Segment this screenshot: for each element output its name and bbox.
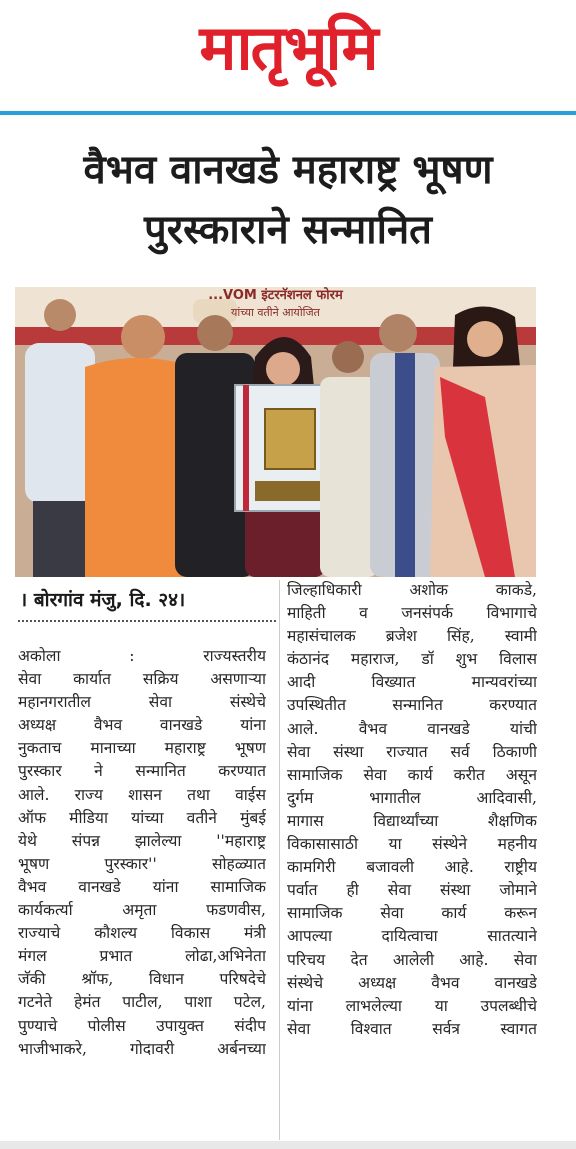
article-line: मंगल प्रभात लोढा,अभिनेता (18, 947, 266, 966)
headline (0, 140, 576, 260)
article-line: आपल्या दायित्वाचा सातत्याने (287, 927, 537, 946)
article-line: परिचय देत आलेली आहे. सेवा (287, 950, 537, 969)
article-line: माहिती व जनसंपर्क विभागाचे (287, 604, 537, 623)
column-divider (279, 580, 280, 1140)
page-bottom-edge (0, 1141, 576, 1149)
article-line: पुण्याचे पोलीस उपायुक्त संदीप (18, 1016, 266, 1035)
article-line: कार्यकर्त्या अमृता फडणवीस, (18, 901, 266, 920)
photo-banner-text: ...VOM इंटरनॅशनल फोरम (208, 288, 343, 303)
article-line: पुरस्कार ने सन्मानित करण्यात (18, 762, 266, 781)
article-line: आले. वैभव वानखडे यांची (287, 719, 537, 738)
article-line: कंठानंद महाराज, डॉ शुभ विलास (287, 650, 537, 669)
article-line: आदी विख्यात मान्यवरांच्या (287, 673, 537, 692)
article-line: ऑफ मीडिया यांच्या वतीने मुंबई (18, 808, 266, 827)
dateline-dotted-rule (18, 620, 276, 622)
article-line: वैभव वानखडे यांना सामाजिक (18, 877, 266, 896)
article-line: जिल्हाधिकारी अशोक काकडे, (287, 581, 537, 599)
article-line: नुकताच मानाच्या महाराष्ट्र भूषण (18, 739, 266, 758)
article-line: पर्वात ही सेवा संस्था जोमाने (287, 881, 537, 900)
article-line: विकासासाठी या संस्थेने महनीय (287, 835, 537, 854)
dateline: । बोरगांव मंजु, दि. २४। (20, 589, 186, 611)
article-line: यांना लाभलेल्या या उपलब्धीचे (287, 996, 537, 1015)
article-line: अध्यक्ष वैभव वानखडे यांना (18, 716, 266, 735)
article-line: दुर्गम भागातील आदिवासी, (287, 788, 537, 807)
article-line: जॅकी श्रॉफ, विधान परिषदेचे (18, 970, 266, 989)
article-line: महासंचालक ब्रजेश सिंह, स्वामी (287, 627, 537, 646)
article-line: सेवा विश्वात सर्वत्र स्वागत (287, 1019, 537, 1038)
article-column-right (287, 579, 537, 1041)
newspaper-logo: मातृभूमि (199, 11, 377, 84)
article-line: मागास विद्यार्थ्यांच्या शैक्षणिक (287, 811, 537, 830)
article-line: कामगिरी बजावली आहे. राष्ट्रीय (287, 858, 537, 877)
masthead (0, 0, 576, 112)
article-line: सामाजिक सेवा कार्य करीत असून (287, 765, 537, 784)
article-line: आले. राज्य शासन तथा वाईस (18, 785, 266, 804)
article-line: महानगरातील सेवा संस्थेचे (18, 693, 266, 712)
article-line: भूषण पुरस्कार'' सोहळ्यात (18, 854, 266, 873)
article-line: अकोला : राज्यस्तरीय (18, 647, 266, 665)
award-ceremony-photo (15, 287, 536, 577)
headline-line-1: वैभव वानखडे महाराष्ट्र भूषण (83, 147, 493, 193)
article-column-left (18, 645, 266, 1061)
photo-banner-subtext: यांच्या वतीने आयोजित (231, 306, 320, 319)
article-line: सेवा कार्यात सक्रिय असणाऱ्या (18, 670, 266, 689)
article-line: सेवा संस्था राज्यात सर्व ठिकाणी (287, 742, 537, 761)
article-line: सामाजिक सेवा कार्य करून (287, 904, 537, 923)
masthead-divider (0, 111, 576, 115)
photo-illustration (15, 287, 536, 577)
article-line: गटनेते हेमंत पाटील, पाशा पटेल, (18, 993, 266, 1012)
article-line: येथे संपन्न झालेल्या ''महाराष्ट्र (18, 831, 266, 850)
article-line: राज्याचे कौशल्य विकास मंत्री (18, 924, 266, 943)
headline-line-2: पुरस्काराने सन्मानित (144, 207, 432, 253)
article-line: उपस्थितीत सन्मानित करण्यात (287, 696, 537, 715)
article-line: भाजीभाकरे, गोदावरी अर्बनच्या (18, 1039, 266, 1058)
article-line: संस्थेचे अध्यक्ष वैभव वानखडे (287, 973, 537, 992)
